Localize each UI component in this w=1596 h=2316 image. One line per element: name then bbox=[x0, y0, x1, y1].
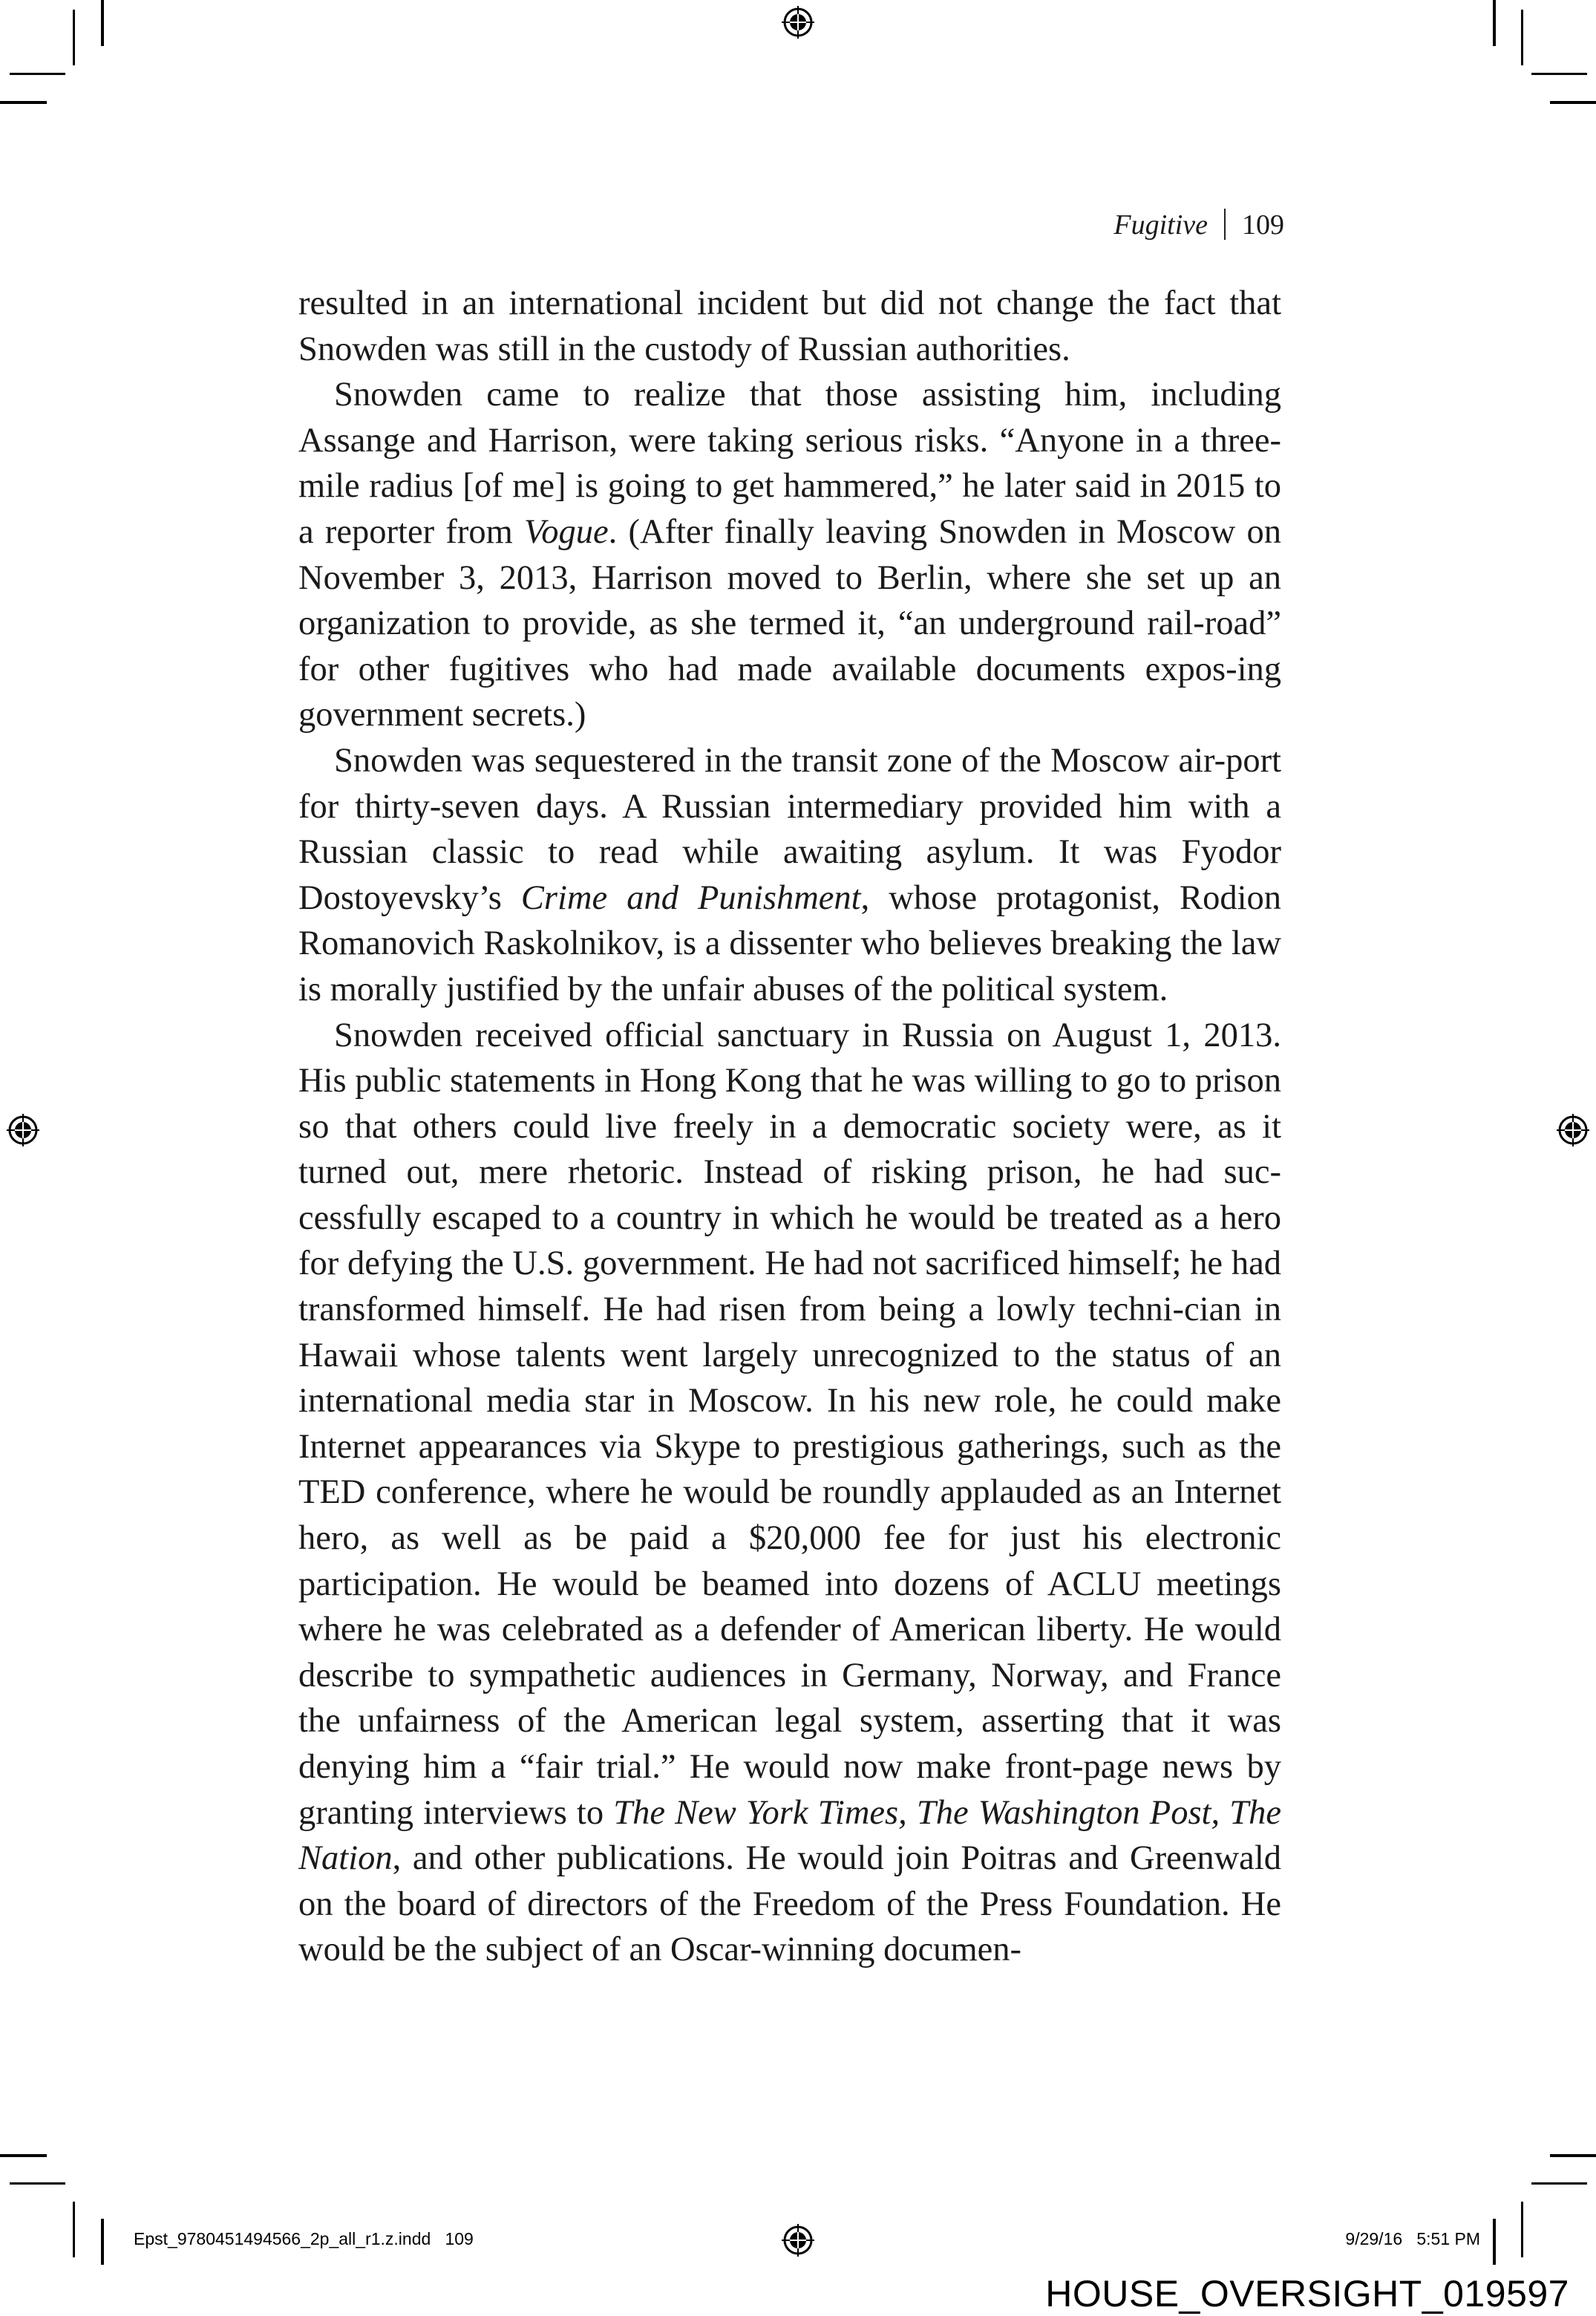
registration-crosshair-icon bbox=[6, 1113, 40, 1147]
crop-mark-top-right-v2 bbox=[1521, 10, 1523, 65]
italic-title: Vogue bbox=[524, 512, 609, 551]
crop-mark-top-right-v1 bbox=[1493, 0, 1496, 46]
text-run: Snowden was sequestered in the transit zone of the Moscow air-port for thirty-seven days. A Russian intermediary provided him with a Russian classic to read while awaiting asylum. It was Fyodor Dostoyevsky’s bbox=[298, 741, 1281, 917]
body-text bbox=[298, 281, 1281, 1973]
crop-mark-bottom-right-h2 bbox=[1550, 2154, 1596, 2157]
paragraph bbox=[298, 1013, 1281, 1973]
crop-mark-bottom-left-h2 bbox=[0, 2154, 47, 2157]
text-run: Snowden came to realize that those assisting him, including Assange and Harrison, were taking serious risks. “Anyone in a three-mile radius [of me] is going to get hammered,” he later said in 2015 to a reporter from bbox=[298, 376, 1281, 551]
italic-title: The New York Times, The Washington Post, The Nation bbox=[298, 1793, 1281, 1878]
chapter-title: Fugitive bbox=[1113, 209, 1208, 241]
crop-mark-top-left-v2 bbox=[73, 10, 75, 65]
crop-mark-bottom-left-v2 bbox=[73, 2202, 75, 2257]
slug-file-info bbox=[134, 2229, 474, 2249]
crop-mark-top-left-v1 bbox=[101, 0, 104, 46]
crop-mark-top-right-h2 bbox=[1550, 101, 1596, 104]
crop-mark-top-right-h1 bbox=[1531, 73, 1587, 75]
crop-mark-top-left-h2 bbox=[0, 101, 47, 104]
text-run: resulted in an international incident but did not change the fact that Snowden was still in the custody of Russian authorities. bbox=[298, 284, 1281, 368]
crop-mark-bottom-right-v2 bbox=[1521, 2202, 1523, 2257]
page-number: 109 bbox=[1242, 209, 1284, 241]
slug-time: 5:51 PM bbox=[1416, 2229, 1480, 2248]
slug-file-page: 109 bbox=[445, 2229, 474, 2248]
registration-crosshair-icon bbox=[1556, 1113, 1590, 1147]
paragraph bbox=[298, 738, 1281, 1013]
registration-crosshair-icon bbox=[781, 2223, 815, 2257]
crop-mark-bottom-right-h1 bbox=[1531, 2182, 1587, 2185]
slug-date: 9/29/16 bbox=[1345, 2229, 1403, 2248]
paragraph bbox=[298, 281, 1281, 372]
crop-mark-top-left-h1 bbox=[10, 73, 65, 75]
running-head bbox=[1113, 206, 1284, 244]
text-run: , and other publications. He would join Poitras and Greenwald on the board of directors of the Freedom of the Press Foundation. He would be the subject of an Oscar-winning documen- bbox=[298, 1839, 1281, 1969]
text-run: Snowden received official sanctuary in Russia on August 1, 2013. His public statements in Hong Kong that he was willing to go to prison so that others could live freely in a democratic society were, as it turned out, mere rhetoric. Instead of risking prison, he had suc-cessfully escaped to a country in which he would be treated as a hero for defying the U.S. government. He had not sacrificed himself; he had transformed himself. He had risen from being a lowly techni-cian in Hawaii whose talents went largely unrecognized to the status of an international media star in Moscow. In his new role, he could make Internet appearances via Skype to prestigious gatherings, such as the TED conference, where he would be roundly applauded as an Internet hero, as well as be paid a $20,000 fee for just his electronic participation. He would be beamed into dozens of ACLU meetings where he was celebrated as a defender of American liberty. He would describe to sympathetic audiences in Germany, Norway, and France the unfairness of the American legal system, asserting that it was denying him a “fair trial.” He would now make front-page news by granting interviews to bbox=[298, 1016, 1281, 1832]
paragraph bbox=[298, 372, 1281, 738]
registration-crosshair-icon bbox=[781, 5, 815, 39]
crop-mark-bottom-left-h1 bbox=[10, 2182, 65, 2185]
crop-mark-bottom-right-v1 bbox=[1493, 2219, 1496, 2265]
italic-title: Crime and Punishment bbox=[520, 878, 861, 917]
text-run: . (After finally leaving Snowden in Moscow on November 3, 2013, Harrison moved to Berlin, where she set up an organization to provide, as she termed it, “an underground rail-road” for other fugitives who had made available documents expos-ing government secrets.) bbox=[298, 512, 1281, 734]
crop-mark-bottom-left-v1 bbox=[101, 2219, 104, 2265]
bates-number: HOUSE_OVERSIGHT_019597 bbox=[1045, 2273, 1569, 2315]
text-run: , whose protagonist, Rodion Romanovich Raskolnikov, is a dissenter who believes breaking the law is morally justified by the unfair abuses of the political system. bbox=[298, 878, 1281, 1008]
running-head-divider bbox=[1224, 209, 1226, 240]
slug-timestamp bbox=[1345, 2229, 1480, 2249]
slug-file-name: Epst_9780451494566_2p_all_r1.z.indd bbox=[134, 2229, 431, 2248]
